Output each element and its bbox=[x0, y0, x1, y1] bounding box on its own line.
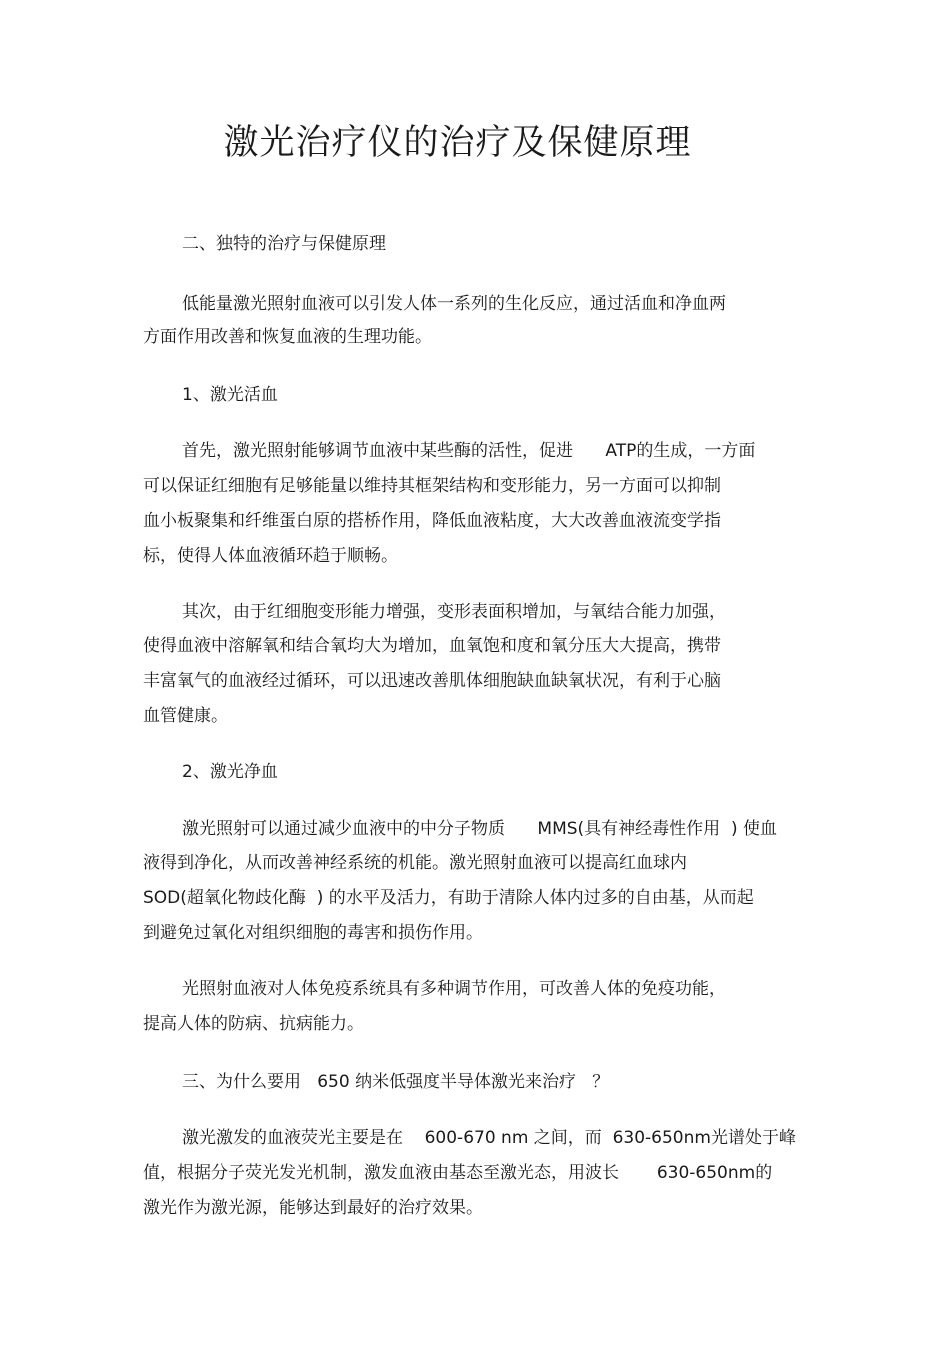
paragraph-line: 激光激发的血液荧光主要是在 600-670 nm 之间，而 630-650nm光谱处于峰 bbox=[182, 1128, 796, 1148]
paragraph-line: 激光照射可以通过减少血液中的中分子物质 MMS(具有神经毒性作用 ) 使血 bbox=[182, 819, 778, 839]
paragraph-line: 值，根据分子荧光发光机制，激发血液由基态至激光态，用波长 630-650nm的 bbox=[143, 1163, 773, 1183]
paragraph-line: 首先，激光照射能够调节血液中某些酶的活性，促进 ATP的生成，一方面 bbox=[182, 441, 756, 461]
subsection-heading: 1、激光活血 bbox=[182, 385, 278, 405]
section-heading: 二、独特的治疗与保健原理 bbox=[182, 234, 386, 254]
paragraph-line: 液得到净化，从而改善神经系统的机能。激光照射血液可以提高红血球内 bbox=[143, 853, 687, 873]
paragraph-line: 血小板聚集和纤维蛋白原的搭桥作用，降低血液粘度，大大改善血液流变学指 bbox=[143, 511, 721, 531]
paragraph-line: 使得血液中溶解氧和结合氧均大为增加，血氧饱和度和氧分压大大提高，携带 bbox=[143, 636, 721, 656]
paragraph-line: SOD(超氧化物歧化酶 ) 的水平及活力，有助于清除人体内过多的自由基，从而起 bbox=[143, 888, 754, 908]
section-heading: 三、为什么要用 650 纳米低强度半导体激光来治疗 ？ bbox=[182, 1072, 610, 1092]
paragraph-line: 标，使得人体血液循环趋于顺畅。 bbox=[143, 546, 398, 566]
subsection-heading: 2、激光净血 bbox=[182, 762, 278, 782]
paragraph-line: 到避免过氧化对组织细胞的毒害和损伤作用。 bbox=[143, 923, 483, 943]
paragraph-line: 方面作用改善和恢复血液的生理功能。 bbox=[143, 327, 432, 347]
paragraph-line: 提高人体的防病、抗病能力。 bbox=[143, 1014, 364, 1034]
paragraph-line: 低能量激光照射血液可以引发人体一系列的生化反应，通过活血和净血两 bbox=[182, 294, 726, 314]
paragraph-line: 可以保证红细胞有足够能量以维持其框架结构和变形能力，另一方面可以抑制 bbox=[143, 476, 721, 496]
paragraph-line: 激光作为激光源，能够达到最好的治疗效果。 bbox=[143, 1198, 483, 1218]
paragraph-line: 丰富氧气的血液经过循环，可以迅速改善肌体细胞缺血缺氧状况，有利于心脑 bbox=[143, 671, 721, 691]
paragraph-line: 血管健康。 bbox=[143, 706, 228, 726]
document-title: 激光治疗仪的治疗及保健原理 bbox=[223, 123, 692, 163]
paragraph-line: 光照射血液对人体免疫系统具有多种调节作用，可改善人体的免疫功能， bbox=[182, 979, 726, 999]
paragraph-line: 其次，由于红细胞变形能力增强，变形表面积增加，与氧结合能力加强， bbox=[182, 602, 726, 622]
